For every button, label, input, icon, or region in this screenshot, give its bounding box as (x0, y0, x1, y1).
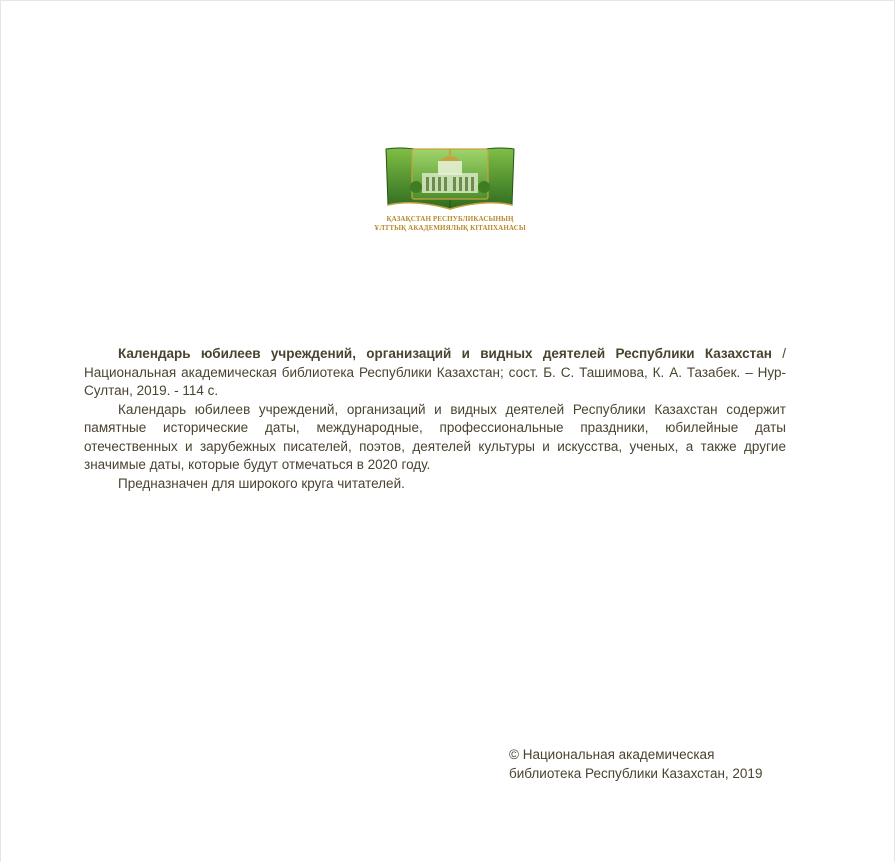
audience-paragraph: Предназначен для широкого круга читателей. (118, 475, 405, 491)
logo-caption-line1: ҚАЗАҚСТАН РЕСПУБЛИКАСЫНЫҢ (386, 215, 514, 223)
copyright-notice (509, 746, 799, 783)
logo-caption-line2: ҰЛТТЫҚ АКАДЕМИЯЛЫҚ КІТАПХАНАСЫ (374, 224, 526, 232)
bibliographic-record (84, 345, 786, 401)
open-book-building-icon (350, 143, 550, 215)
logo-caption (350, 215, 550, 233)
description-paragraph: Календарь юбилеев учреждений, организаций и видных деятелей Республики Казахстан содержит памятные исторические даты, международные, профессиональные праздники, юбилейные даты отечественных и зарубежных писателей, поэтов, деятелей культуры и искусства, ученых, а также другие значимые даты, которые будут отмечаться в 2020 году. (84, 401, 786, 472)
book-title: Календарь юбилеев учреждений, организаций и видных деятелей Республики Казахстан (118, 346, 772, 361)
copyright-line2: библиотека Республики Казахстан, 2019 (509, 765, 763, 781)
copyright-line1: © Национальная академическая (509, 747, 715, 762)
bibliographic-abstract (84, 345, 786, 493)
responsibility-statement: / Национальная академическая библиотека Республики Казахстан; сост. Б. С. Ташимова, К. А. Тазабек. – Нур-Султан, 2019. - 114 с. (84, 346, 786, 398)
library-logo (350, 143, 550, 238)
